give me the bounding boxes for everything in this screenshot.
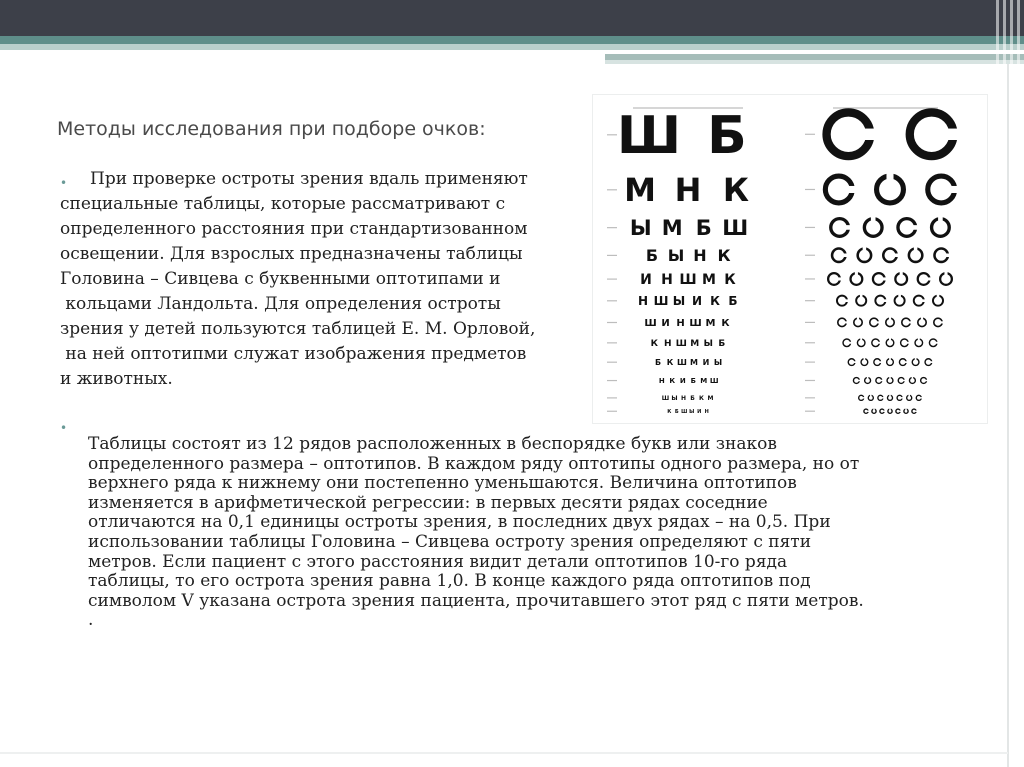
optotype-letter: Б — [707, 106, 747, 166]
bullet-paragraph-2 — [88, 435, 968, 631]
optotype-letter: К — [667, 409, 672, 415]
text-line: символом V указана острота зрения пациента, прочитавшего этот ряд с пяти метров. — [88, 590, 864, 611]
landolt-ring-gap — [900, 270, 903, 276]
text-line: определенного размера – оптотипов. В каждом ряду оптотипы одного размера, но от — [88, 453, 860, 474]
landolt-ring-gap — [844, 225, 853, 230]
landolt-ring-gap — [905, 361, 908, 363]
optotype-letter: М — [705, 318, 716, 329]
landolt-ring-gap — [894, 253, 901, 257]
text-line: специальные таблицы, которые рассматривают с — [60, 194, 506, 214]
optotype-letter: Ы — [671, 395, 678, 402]
landolt-ring-gap — [927, 277, 933, 280]
text-line: верхнего ряда к нижнему они постепенно уменьшаются. Величина оптотипов — [88, 473, 797, 494]
text-line: . — [88, 610, 94, 631]
optotype-letter: Н — [663, 339, 672, 349]
landolt-ring-gap — [863, 245, 867, 252]
optotype-letter: Ш — [679, 272, 697, 288]
landolt-ring-gap — [883, 410, 885, 412]
optotype-letter: К — [710, 294, 720, 308]
landolt-ring-gap — [855, 270, 858, 276]
optotype-letter: Б — [674, 409, 679, 415]
landolt-ring-gap — [908, 394, 910, 397]
optotype-letter: Ш — [661, 395, 670, 402]
landolt-ring-gap — [921, 316, 923, 320]
optotype-letter: К — [721, 318, 730, 329]
optotype-letter: Б — [690, 377, 696, 385]
header-bar — [0, 0, 1024, 36]
optotype-letter: Н — [637, 294, 649, 308]
landolt-ring-gap — [860, 337, 862, 341]
optotype-letter: Ы — [667, 246, 685, 265]
optotype-letter: М — [690, 339, 700, 349]
landolt-ring-gap — [918, 337, 920, 341]
optotype-letter: Ш — [709, 377, 719, 385]
slide-title: Методы исследования при подборе очков: — [57, 118, 486, 140]
optotype-letter: Н — [693, 246, 707, 265]
optotype-letter: Ы — [672, 294, 686, 308]
optotype-letter: К — [724, 272, 736, 288]
landolt-ring-gap — [901, 397, 904, 399]
optotype-letter: Ш — [681, 409, 688, 415]
text-line: на ней оптотипми служат изображения предметов — [60, 344, 527, 364]
optotype-letter: И — [697, 409, 702, 415]
text-line: и животных. — [60, 369, 173, 389]
text-line: определенного расстояния при стандартизованном — [60, 219, 528, 239]
landolt-ring-gap — [898, 293, 901, 298]
landolt-ring-gap — [908, 321, 912, 323]
landolt-ring-gap — [912, 225, 921, 230]
header-accent-stripe-short-light — [605, 60, 1024, 64]
landolt-ring-gap — [882, 397, 885, 399]
landolt-ring-gap — [842, 253, 849, 257]
slide-frame-bottom — [0, 752, 1008, 754]
landolt-ring-gap — [922, 299, 927, 302]
optotype-letter: Ш — [722, 216, 749, 240]
landolt-ring-gap — [837, 277, 843, 280]
optotype-letter: Ы — [703, 339, 713, 349]
landolt-ring-gap — [867, 376, 869, 379]
optotype-letter: М — [700, 377, 708, 385]
text-line: отличаются на 0,1 единицы остроты зрения, в последних двух рядах – на 0,5. При — [88, 512, 831, 533]
bullet-paragraph-1 — [60, 167, 595, 392]
landolt-ring-gap — [903, 380, 906, 382]
text-line: освещении. Для взрослых предназначены таблицы — [60, 244, 523, 264]
bullet-marker: • — [60, 421, 68, 435]
landolt-ring-gap — [937, 293, 940, 298]
optotype-letter: Н — [661, 272, 673, 288]
landolt-ring-gap — [876, 321, 880, 323]
optotype-letter: Ы — [689, 409, 695, 415]
landolt-ring-gap — [883, 299, 888, 302]
landolt-ring-gap — [860, 129, 882, 140]
landolt-ring-gap — [864, 357, 866, 360]
optotype-letter: И — [691, 294, 703, 308]
landolt-ring-gap — [878, 342, 882, 344]
landolt-ring-gap — [873, 408, 875, 410]
landolt-ring-gap — [944, 270, 947, 276]
optotype-letter: Ш — [675, 339, 687, 349]
text-line: изменяется в арифметической регрессии: в первых десяти рядах соседние — [88, 492, 768, 513]
landolt-ring-gap — [912, 376, 914, 379]
optotype-letter: М — [690, 358, 698, 367]
landolt-ring-gap — [858, 380, 861, 382]
landolt-ring-gap — [906, 342, 910, 344]
landolt-ring-gap — [889, 394, 891, 397]
optotype-letter: Ы — [629, 216, 652, 240]
landolt-ring-gap — [899, 410, 901, 412]
landolt-ring-gap — [844, 321, 848, 323]
landolt-ring-gap — [938, 215, 943, 224]
slide-frame-right — [1007, 64, 1009, 767]
landolt-ring-gap — [889, 316, 891, 320]
landolt-ring-gap — [857, 316, 859, 320]
eye-charts-image — [592, 94, 988, 424]
optotype-letter: Ш — [644, 318, 657, 329]
header-accent-stripe-light — [0, 44, 1024, 50]
landolt-ring-gap — [863, 397, 866, 399]
landolt-ring-gap — [860, 293, 863, 298]
optotype-letter: Н — [704, 409, 709, 415]
landolt-ring-gap — [846, 186, 859, 193]
landolt-ring-gap — [853, 361, 856, 363]
landolt-ring-gap — [871, 215, 876, 224]
text-line: Головина – Сивцева с буквенными оптотипами и — [60, 269, 501, 289]
optotype-letter: К — [699, 395, 704, 402]
landolt-ring-gap — [880, 380, 883, 382]
optotype-letter: Ы — [713, 358, 723, 367]
landolt-ring-gap — [889, 337, 891, 341]
text-line: зрения у детей пользуются таблицей Е. М. Орловой, — [60, 319, 536, 339]
landolt-ring-gap — [879, 361, 882, 363]
optotype-letter: Б — [645, 246, 659, 265]
optotype-letter: И — [640, 272, 652, 288]
optotype-letter: М — [624, 171, 656, 209]
landolt-ring-gap — [849, 342, 853, 344]
landolt-ring-gap — [867, 410, 869, 412]
text-line: использовании таблицы Головина – Сивцева остроту зрения определяют с пяти — [88, 531, 812, 552]
optotype-letter: Б — [728, 294, 738, 308]
landolt-ring-gap — [935, 342, 939, 344]
header-corner-bars — [992, 0, 1024, 64]
optotype-letter: Ш — [616, 106, 682, 166]
landolt-ring-gap — [914, 245, 918, 252]
landolt-ring-gap — [905, 408, 907, 410]
optotype-letter: К — [717, 246, 731, 265]
landolt-ring-gap — [889, 408, 891, 410]
optotype-letter: Н — [674, 171, 702, 209]
optotype-letter: Н — [680, 395, 687, 402]
text-line: таблицы, то его острота зрения равна 1,0. В конце каждого ряда оптотипов под — [88, 571, 811, 592]
landolt-ring-gap — [949, 186, 962, 193]
landolt-ring-gap — [845, 299, 850, 302]
landolt-ring-gap — [915, 410, 917, 412]
landolt-ring-gap — [940, 321, 944, 323]
optotype-letter: К — [722, 171, 750, 209]
text-line: При проверке остроты зрения вдаль применяют — [90, 169, 528, 189]
optotype-letter: И — [679, 377, 686, 385]
landolt-ring-gap — [920, 397, 923, 399]
optotype-letter: И — [702, 358, 710, 367]
landolt-ring-gap — [889, 376, 891, 379]
optotype-letter: М — [707, 395, 714, 402]
optotype-letter: Н — [676, 318, 685, 329]
optotype-letter: И — [661, 318, 670, 329]
optotype-letter: Ш — [689, 318, 702, 329]
optotype-letter: Н — [658, 377, 665, 385]
landolt-ring-gap — [944, 129, 966, 140]
landolt-ring-gap — [925, 380, 928, 382]
landolt-ring-gap — [930, 361, 933, 363]
text-line: метров. Если пациент с этого расстояния видит детали оптотипов 10-го ряда — [88, 551, 788, 572]
optotype-letter: Ш — [677, 358, 687, 367]
optotype-letter: Б — [718, 339, 726, 349]
landolt-ring-gap — [886, 170, 893, 183]
landolt-ring-gap — [945, 253, 952, 257]
text-line: кольцами Ландольта. Для определения остроты — [60, 294, 501, 314]
landolt-ring-gap — [882, 277, 888, 280]
optotype-letter: Б — [690, 395, 695, 402]
landolt-ring-gap — [889, 357, 891, 360]
landolt-ring-gap — [915, 357, 917, 360]
optotype-letter: К — [666, 358, 674, 367]
optotype-letter: Ш — [653, 294, 669, 308]
landolt-ring-gap — [870, 394, 872, 397]
optotype-letter: К — [669, 377, 676, 385]
optotype-letter: М — [661, 216, 683, 240]
optotype-letter: М — [702, 272, 716, 288]
optotype-letter: К — [650, 339, 658, 349]
text-line: Таблицы состоят из 12 рядов расположенных в беспорядке букв или знаков — [88, 434, 777, 454]
optotype-letter: Б — [654, 358, 662, 367]
optotype-letter: Б — [695, 216, 712, 240]
header-accent-stripe — [0, 36, 1024, 44]
bullet-marker: • — [60, 176, 68, 190]
